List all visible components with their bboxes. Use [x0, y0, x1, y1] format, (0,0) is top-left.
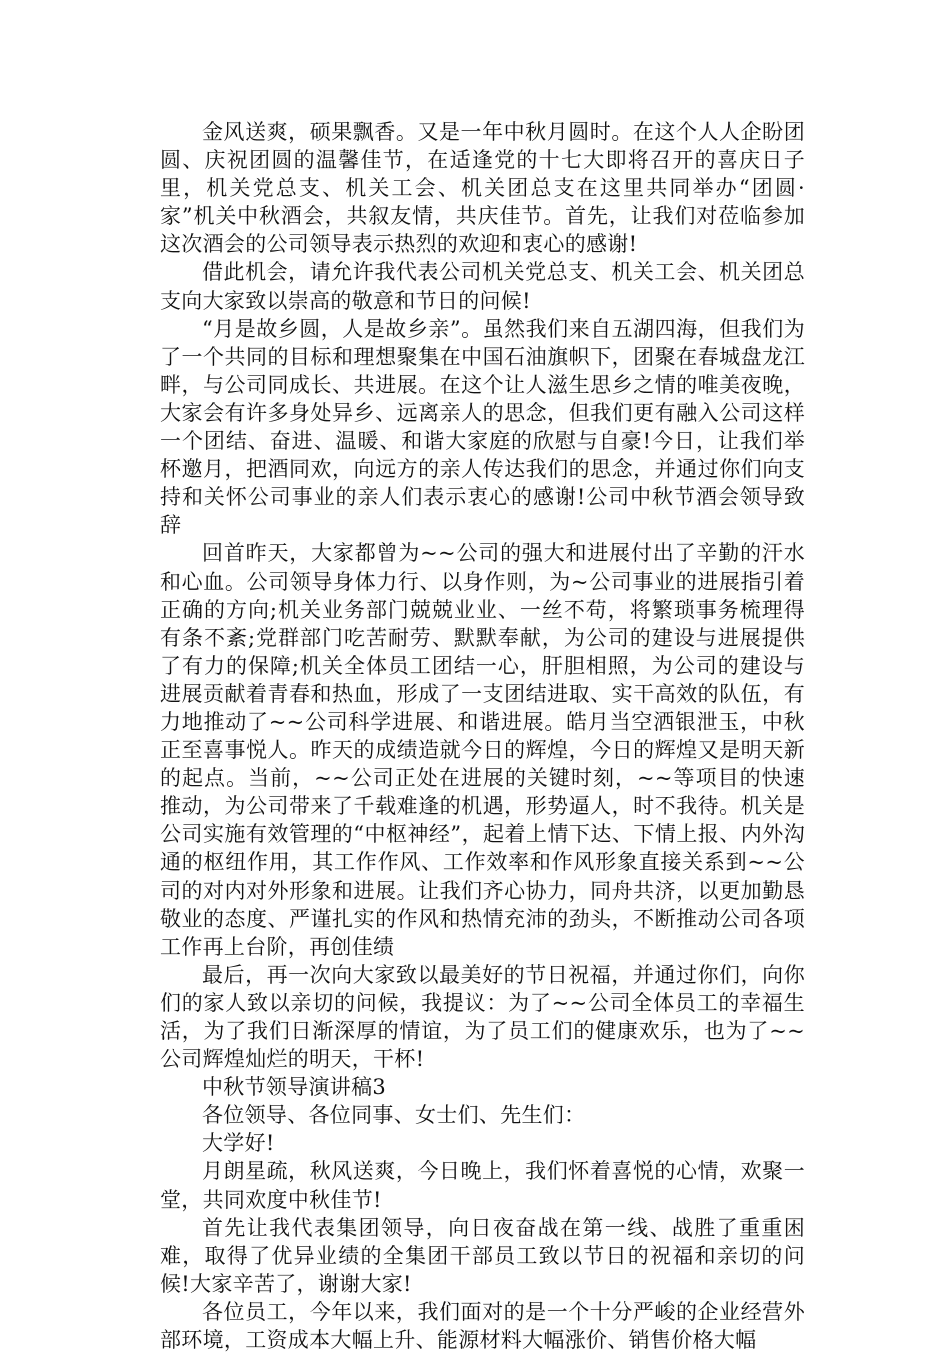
paragraph-evening: 月朗星疏，秋风送爽，今日晚上，我们怀着喜悦的心情，欢聚一堂，共同欢度中秋佳节!	[160, 1159, 805, 1212]
document-body	[160, 118, 805, 1354]
paragraph-hometown: “月是故乡圆，人是故乡亲”。虽然我们来自五湖四海，但我们为了一个共同的目标和理想聚集在中国石油旗帜下，团聚在春城盘龙江畔，与公司同成长、共进展。在这个让人滋生思乡之情的唯美夜晚，大家会有许多身处异乡、远离亲人的思念，但我们更有融入公司这样一个团结、奋进、温暖、和谐大家庭的欣慰与自豪!今日，让我们举杯邀月，把酒同欢，向远方的亲人传达我们的思念，并通过你们向支持和关怀公司事业的亲人们表示衷心的感谢!公司中秋节酒会领导致辞	[160, 316, 805, 538]
paragraph-greeting: 借此机会，请允许我代表公司机关党总支、机关工会、机关团总支向大家致以崇高的敬意和节日的问候!	[160, 260, 805, 313]
paragraph-salutation: 各位领导、各位同事、女士们、先生们：	[202, 1103, 586, 1128]
paragraph-employees: 各位员工，今年以来，我们面对的是一个十分严峻的企业经营外部环境，工资成本大幅上升、能源材料大幅涨价、销售价格大幅	[160, 1299, 805, 1353]
speech-title: 中秋节领导演讲稿3	[202, 1075, 387, 1100]
paragraph-hello: 大学好!	[202, 1131, 275, 1156]
paragraph-thanks: 首先让我代表集团领导，向日夜奋战在第一线、战胜了重重困难，取得了优异业绩的全集团干部员工致以节日的祝福和亲切的问候!大家辛苦了，谢谢大家!	[160, 1215, 805, 1296]
paragraph-opening: 金风送爽，硕果飘香。又是一年中秋月圆时。在这个人人企盼团圆、庆祝团圆的温馨佳节，在适逢党的十七大即将召开的喜庆日子里，机关党总支、机关工会、机关团总支在这里共同举办“团圆·家”机关中秋酒会，共叙友情，共庆佳节。首先，让我们对莅临参加这次酒会的公司领导表示热烈的欢迎和衷心的感谢!	[160, 120, 805, 257]
paragraph-toast: 最后，再一次向大家致以最美好的节日祝福，并通过你们，向你们的家人致以亲切的问候，我提议：为了~~公司全体员工的幸福生活，为了我们日渐深厚的情谊，为了员工们的健康欢乐，也为了~~公司辉煌灿烂的明天，干杯!	[160, 962, 805, 1072]
paragraph-review: 回首昨天，大家都曾为~~公司的强大和进展付出了辛勤的汗水和心血。公司领导身体力行、以身作则，为~公司事业的进展指引着正确的方向;机关业务部门兢兢业业、一丝不苟，将繁琐事务梳理得有条不紊;党群部门吃苦耐劳、默默奉献，为公司的建设与进展提供了有力的保障;机关全体员工团结一心，肝胆相照，为公司的建设与进展贡献着青春和热血，形成了一支团结进取、实干高效的队伍，有力地推动了~~公司科学进展、和谐进展。皓月当空洒银泄玉，中秋正至喜事悦人。昨天的成绩造就今日的辉煌，今日的辉煌又是明天新的起点。当前，~~公司正处在进展的关键时刻，~~等项目的快速推动，为公司带来了千载难逢的机遇，形势逼人，时不我待。机关是公司实施有效管理的“中枢神经”，起着上情下达、下情上报、内外沟通的枢纽作用，其工作作风、工作效率和作风形象直接关系到~~公司的对内对外形象和进展。让我们齐心协力，同舟共济，以更加勤恳敬业的态度、严谨扎实的作风和热情充沛的劲头，不断推动公司各项工作再上台阶，再创佳绩	[160, 541, 805, 959]
